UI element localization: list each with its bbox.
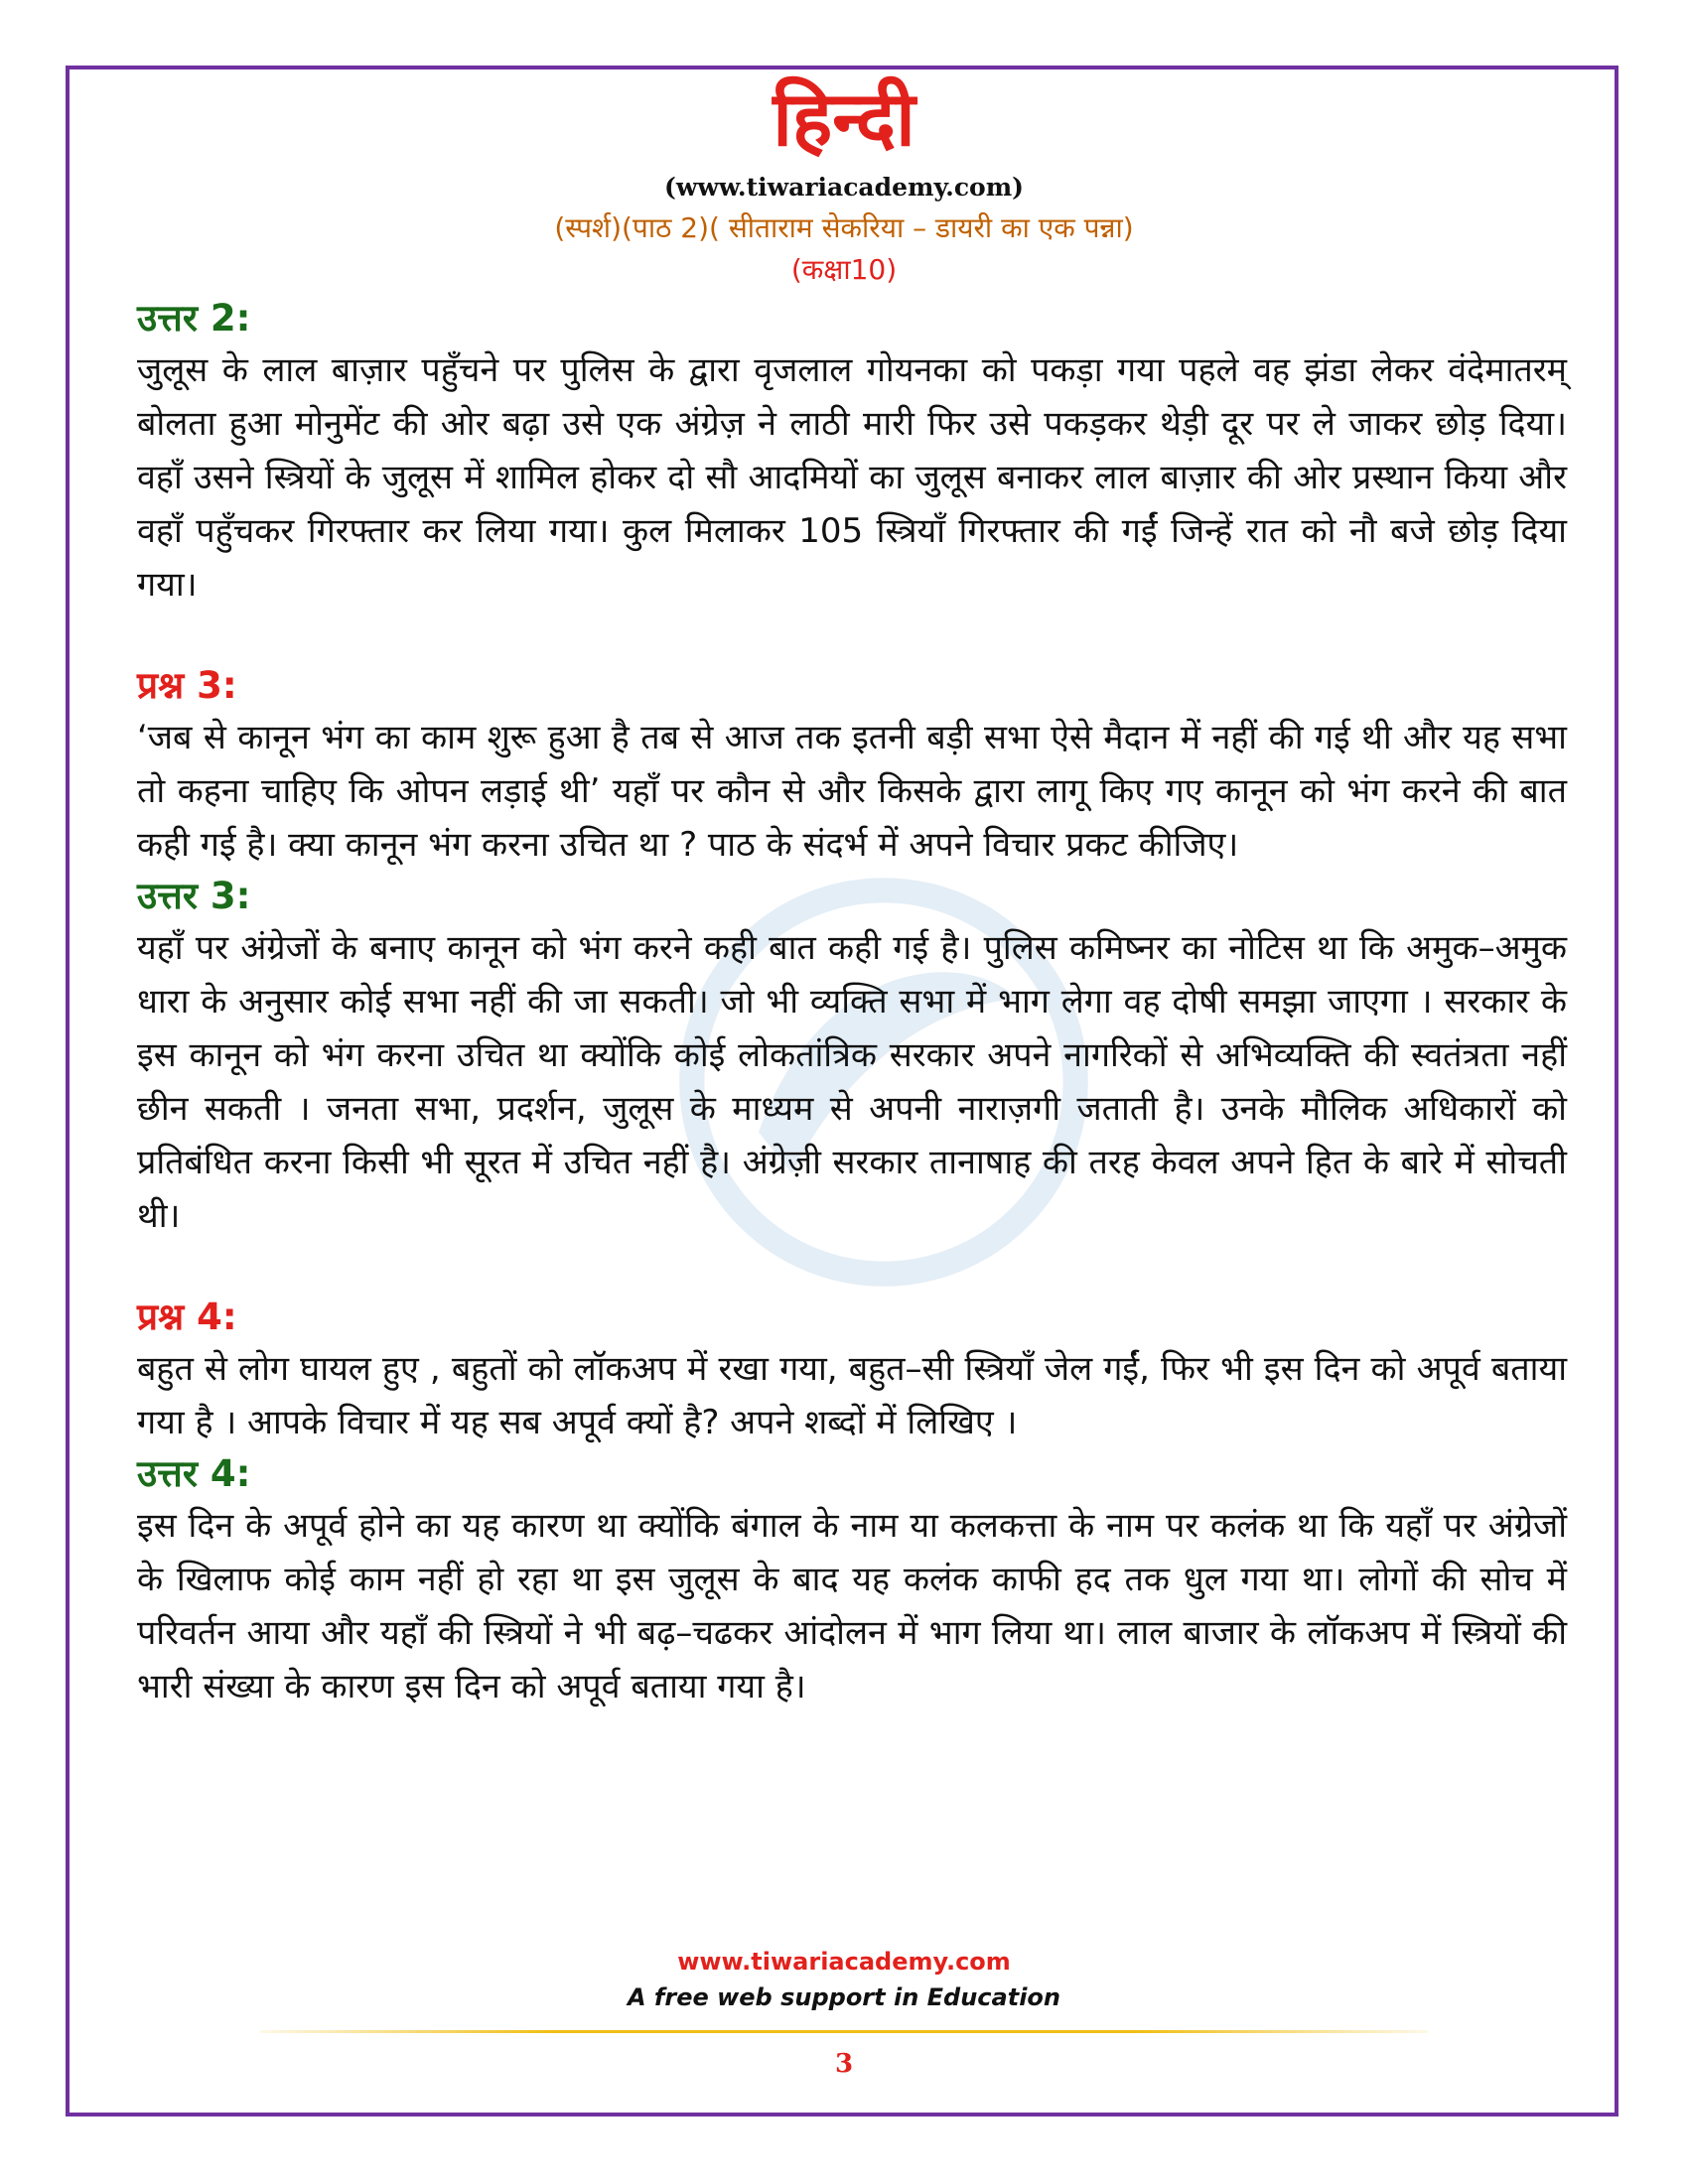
answer-4-text: इस दिन के अपूर्व होने का यह कारण था क्योंकि बंगाल के नाम या कलकत्ता के नाम पर कलंक था कि यहाँ पर अंग्रेजों के खिलाफ कोई काम नहीं हो रहा था इस जुलूस के बाद यह कलंक काफी हद तक धुल गया था। लोगों की सोच में परिवर्तन आया और यहाँ की स्त्रियों ने भी बढ़–चढकर आंदोलन में भाग लिया था। लाल बाजार के लॉकअप में स्त्रियों की भारी संख्या के कारण इस दिन को अपूर्व बताया गया है। [137,1506,1567,1706]
page-title: हिन्दी [773,74,915,163]
footer-url[interactable]: www.tiwariacademy.com [677,1948,1011,1976]
question-3-text: ‘जब से कानून भंग का काम शुरू हुआ है तब से आज तक इतनी बड़ी सभा ऐसे मैदान में नहीं की गई थी और यह सभा तो कहना चाहिए कि ओपन लड़ाई थी’ यहाँ पर कौन से और किसके द्वारा लागू किए गए कानून को भंग करने की बात कही गई है। क्या कानून भंग करना उचित था ? पाठ के संदर्भ में अपने विचार प्रकट कीजिए। [137,718,1567,865]
header-url[interactable]: (www.tiwariacademy.com) [663,173,1024,202]
answer-4-heading: उत्तर 4: [137,1452,251,1495]
answer-3-text: यहाँ पर अंग्रेजों के बनाए कानून को भंग करने कही बात कही गई है। पुलिस कमिष्नर का नोटिस था कि अमुक–अमुक धारा के अनुसार कोई सभा नहीं की जा सकती। जो भी व्यक्ति सभा में भाग लेगा वह दोषी समझा जाएगा । सरकार के इस कानून को भंग करना उचित था क्योंकि कोई लोकतांत्रिक सरकार अपने नागरिकों से अभिव्यक्ति की स्वतंत्रता नहीं छीन सकती । जनता सभा, प्रदर्शन, जुलूस के माध्यम से अपनी नाराज़गी जताती है। उनके मौलिक अधिकारों को प्रतिबंधित करना किसी भी सूरत में उचित नहीं है। अंग्रेज़ी सरकार तानाषाह की तरह केवल अपने हित के बारे में सोचती थी। [137,928,1567,1236]
question-4-heading: प्रश्न 4: [137,1296,237,1338]
footer-tagline: A free web support in Education [627,1983,1060,2011]
answer-3-heading: उत्तर 3: [137,875,251,917]
content [137,294,1567,1713]
answer-2-text: जुलूस के लाल बाज़ार पहुँचने पर पुलिस के द्वारा वृजलाल गोयनका को पकड़ा गया पहले वह झंडा लेकर वंदेमातरम् बोलता हुआ मोनुमेंट की ओर बढ़ा उसे एक अंग्रेज़ ने लाठी मारी फिर उसे पकड़कर थेड़ी दूर पर ले जाकर छोड़ दिया। वहाँ उसने स्त्रियों के जुलूस में शामिल होकर दो सौ आदमियों का जुलूस बनाकर लाल बाज़ार की ओर प्रस्थान किया और वहाँ पहुँचकर गिरफ्तार कर लिया गया। कुल मिलाकर 105 स्त्रियाँ गिरफ्तार की गईं जिन्हें रात को नौ बजे छोड़ दिया गया। [137,350,1567,605]
footer-divider [260,2030,1428,2033]
question-3-heading: प्रश्न 3: [137,664,237,707]
page-number: 3 [834,2049,854,2079]
chapter-title: (स्पर्श)(पाठ 2)( सीताराम सेकरिया – डायरी का एक पन्ना) [554,211,1134,244]
answer-2-heading: उत्तर 2: [137,297,251,340]
class-label: (कक्षा10) [790,253,898,286]
question-4-text: बहुत से लोग घायल हुए , बहुतों को लॉकअप में रखा गया, बहुत–सी स्त्रियाँ जेल गईं, फिर भी इस दिन को अपूर्व बताया गया है । आपके विचार में यह सब अपूर्व क्यों है? अपने शब्दों में लिखिए । [137,1349,1567,1442]
